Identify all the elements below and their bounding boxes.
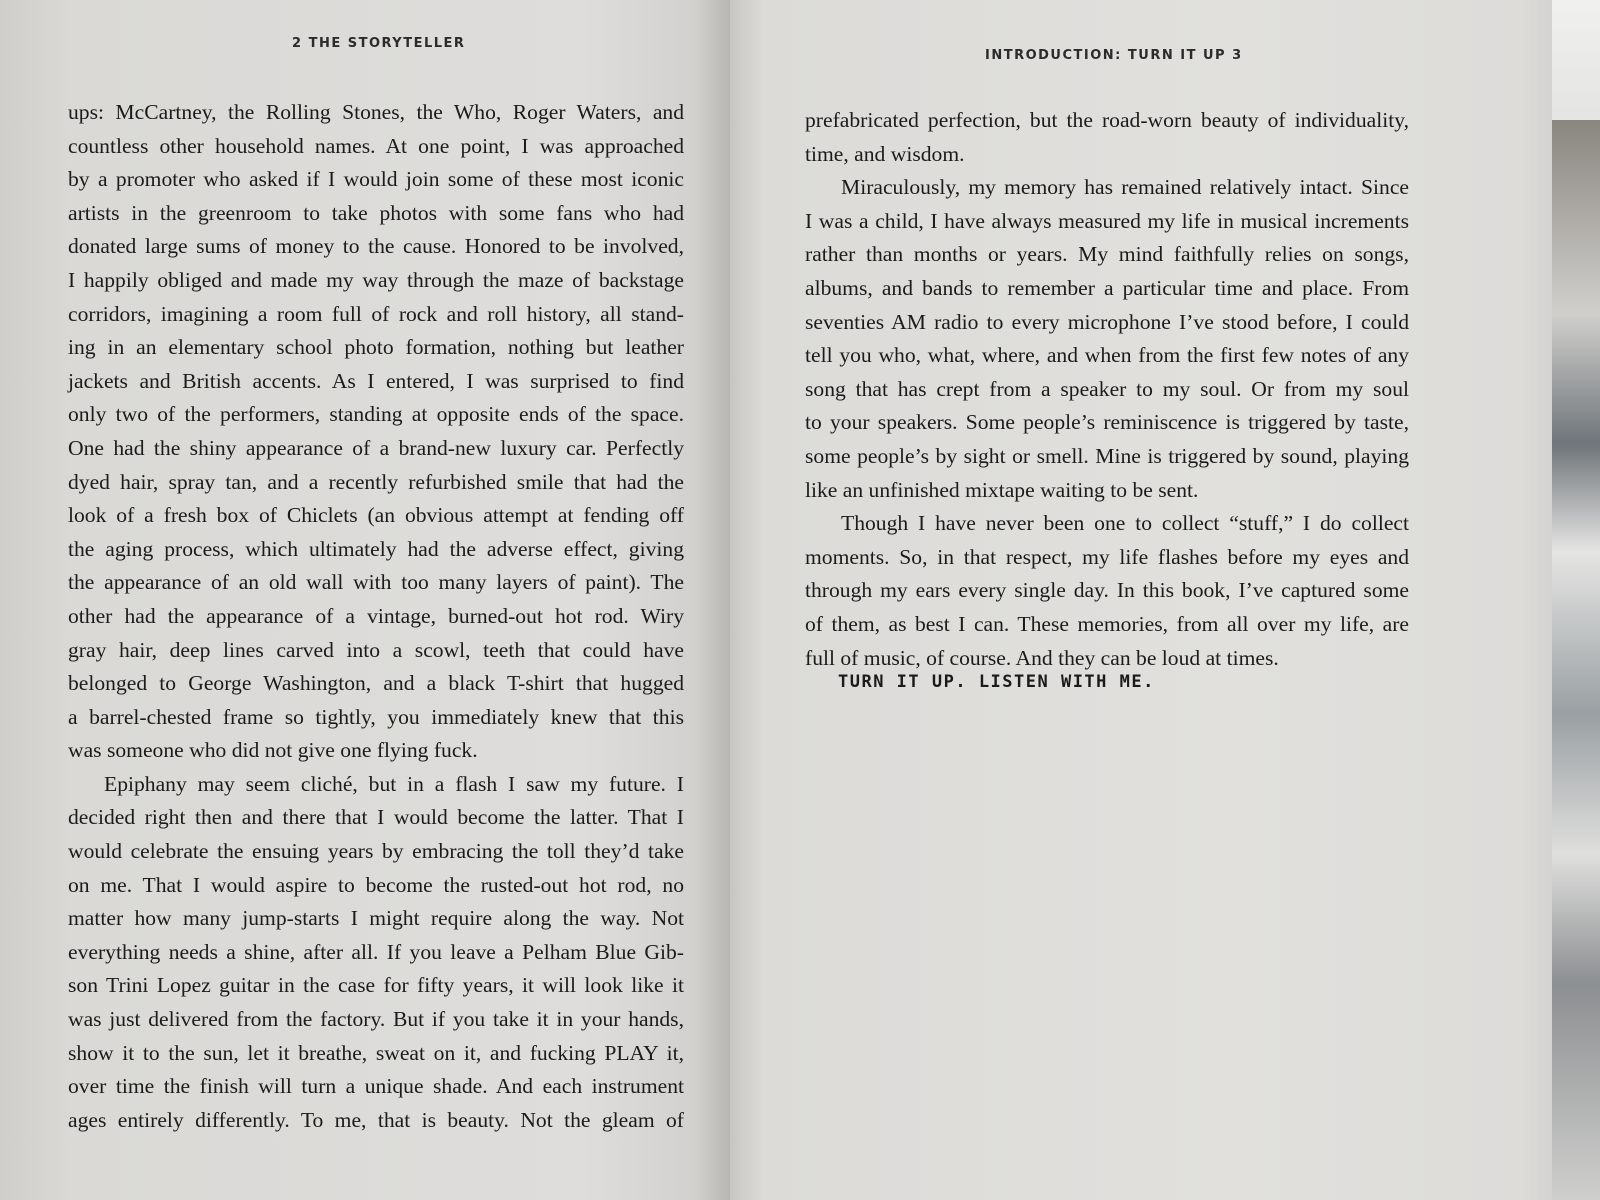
text-line: seventies AM radio to every microphone I’ve stood before, I could bbox=[805, 309, 1409, 334]
left-text-block bbox=[68, 96, 684, 1137]
text-line: ages entirely differently. To me, that is beauty. Not the gleam of bbox=[68, 1107, 684, 1132]
text-line: was just delivered from the factory. But if you take it in your hands, bbox=[68, 1007, 684, 1032]
text-line: rather than months or years. My mind faithfully relies on songs, bbox=[805, 242, 1409, 267]
background-surface-edge bbox=[1552, 120, 1600, 1200]
text-line: other had the appearance of a vintage, burned-out hot rod. Wiry bbox=[68, 603, 684, 628]
text-line: ups: McCartney, the Rolling Stones, the Who, Roger Waters, and bbox=[68, 100, 684, 124]
text-line: full of music, of course. And they can be loud at times. bbox=[805, 645, 1279, 670]
text-line: like an unfinished mixtape waiting to be sent. bbox=[805, 477, 1199, 502]
text-line: was someone who did not give one flying fuck. bbox=[68, 738, 478, 763]
background-surface-top bbox=[1552, 0, 1600, 120]
right-running-head: INTRODUCTION: TURN IT UP 3 bbox=[985, 48, 1243, 63]
text-line: through my ears every single day. In this book, I’ve captured some bbox=[805, 578, 1409, 603]
text-line: the aging process, which ultimately had the adverse effect, giving bbox=[68, 536, 684, 561]
text-line: dyed hair, spray tan, and a recently refurbished smile that had the bbox=[68, 469, 684, 494]
text-line: prefabricated perfection, but the road-worn beauty of individuality, bbox=[805, 108, 1409, 132]
text-line: song that has crept from a speaker to my soul. Or from my soul bbox=[805, 376, 1409, 401]
text-line: over time the finish will turn a unique shade. And each instrument bbox=[68, 1074, 684, 1099]
text-line: jackets and British accents. As I entered, I was surprised to find bbox=[68, 368, 684, 393]
text-line: son Trini Lopez guitar in the case for fifty years, it will look like it bbox=[68, 973, 684, 998]
text-line: matter how many jump-starts I might require along the way. Not bbox=[68, 906, 684, 931]
text-line: by a promoter who asked if I would join some of these most iconic bbox=[68, 167, 684, 192]
text-line: moments. So, in that respect, my life flashes before my eyes and bbox=[805, 544, 1409, 569]
text-line: ing in an elementary school photo formation, nothing but leather bbox=[68, 335, 684, 360]
text-line: everything needs a shine, after all. If you leave a Pelham Blue Gib- bbox=[68, 939, 684, 964]
text-line: Though I have never been one to collect “stuff,” I do collect bbox=[841, 511, 1409, 536]
text-line: I was a child, I have always measured my life in musical increments bbox=[805, 208, 1409, 233]
text-line: gray hair, deep lines carved into a scowl, teeth that could have bbox=[68, 637, 684, 662]
right-text-block bbox=[805, 104, 1409, 675]
text-line: artists in the greenroom to take photos with some fans who had bbox=[68, 200, 684, 225]
text-line: on me. That I would aspire to become the rusted-out hot rod, no bbox=[68, 872, 684, 897]
text-line: to your speakers. Some people’s reminiscence is triggered by taste, bbox=[805, 410, 1409, 435]
text-line: some people’s by sight or smell. Mine is triggered by sound, playing bbox=[805, 443, 1409, 468]
text-line: albums, and bands to remember a particular time and place. From bbox=[805, 275, 1409, 300]
text-line: only two of the performers, standing at opposite ends of the space. bbox=[68, 402, 684, 427]
text-line: look of a fresh box of Chiclets (an obvious attempt at fending off bbox=[68, 503, 684, 528]
text-line: decided right then and there that I would become the latter. That I bbox=[68, 805, 684, 830]
text-line: time, and wisdom. bbox=[805, 141, 965, 166]
text-line: the appearance of an old wall with too many layers of paint). The bbox=[68, 570, 684, 595]
text-line: would celebrate the ensuing years by embracing the toll they’d take bbox=[68, 839, 684, 864]
text-line: corridors, imagining a room full of rock and roll history, all stand- bbox=[68, 301, 684, 326]
text-line: tell you who, what, where, and when from the first few notes of any bbox=[805, 343, 1409, 368]
text-line: I happily obliged and made my way through the maze of backstage bbox=[68, 267, 684, 292]
text-line: of them, as best I can. These memories, from all over my life, are bbox=[805, 611, 1409, 636]
text-line: belonged to George Washington, and a black T-shirt that hugged bbox=[68, 671, 684, 696]
text-line: show it to the sun, let it breathe, sweat on it, and fucking PLAY it, bbox=[68, 1040, 684, 1065]
text-line: a barrel-chested frame so tightly, you immediately knew that this bbox=[68, 704, 684, 729]
text-line: One had the shiny appearance of a brand-new luxury car. Perfectly bbox=[68, 435, 684, 460]
left-page bbox=[0, 0, 730, 1200]
handwritten-text: TURN IT UP. LISTEN WITH ME. bbox=[838, 672, 1155, 692]
text-line: Epiphany may seem cliché, but in a flash I saw my future. I bbox=[104, 771, 684, 796]
text-line: countless other household names. At one point, I was approached bbox=[68, 133, 684, 158]
text-line: Miraculously, my memory has remained relatively intact. Since bbox=[841, 175, 1409, 200]
left-running-head: 2 THE STORYTELLER bbox=[292, 36, 466, 51]
text-line: donated large sums of money to the cause. Honored to be involved, bbox=[68, 234, 684, 259]
